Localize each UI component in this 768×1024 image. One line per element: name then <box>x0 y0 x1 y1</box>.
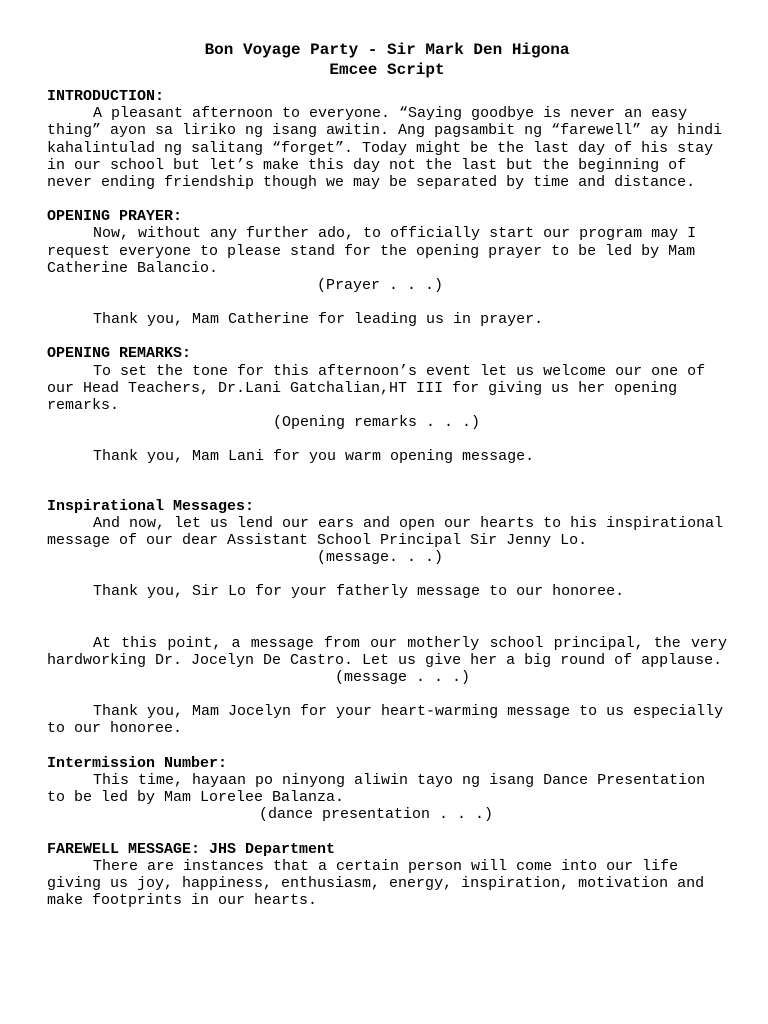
section-introduction <box>47 88 727 191</box>
document-title <box>47 40 727 80</box>
prayer-paragraph: Now, without any further ado, to officially start our program may I request everyone to please stand for the opening prayer to be led by Mam Catherine Balancio. <box>47 225 697 277</box>
intermission-cue: (dance presentation . . .) <box>259 806 494 824</box>
principal-thanks: Thank you, Mam Jocelyn for your heart-warming message to us especially to our honoree. <box>47 703 724 738</box>
inspirational-paragraph: And now, let us lend our ears and open our hearts to his inspirational message of our dear Assistant School Principal Sir Jenny Lo. <box>47 514 724 550</box>
remarks-thanks: Thank you, Mam Lani for you warm opening message. <box>93 448 535 466</box>
heading-inspirational-messages: Inspirational Messages: <box>47 497 255 515</box>
farewell-paragraph: There are instances that a certain person will come into our life giving us joy, happiness, enthusiasm, energy, inspiration, motivation and make footprints in our hearts. <box>47 857 705 910</box>
principal-paragraph: At this point, a message from our motherly school principal, the very hardworking Dr. Jocelyn De Castro. Let us give her a big round of applause. <box>47 634 727 669</box>
principal-cue: (message . . .) <box>335 669 471 687</box>
section-intermission <box>47 755 727 824</box>
heading-farewell-message: FAREWELL MESSAGE: JHS Department <box>47 840 336 858</box>
section-opening-remarks <box>47 345 727 465</box>
prayer-cue: (Prayer . . .) <box>317 277 444 295</box>
title-line-2: Emcee Script <box>329 61 445 79</box>
intro-paragraph: A pleasant afternoon to everyone. “Saying goodbye is never an easy thing” ayon sa liriko ng isang awitin. Ang pagsambit ng “farewell” ay hindi kahalintulad ng salitang “forget”. Today might be the last day of his stay in our school but let’s make this day not the last but the beginning of never ending friendship though we may be separated by time and distance. <box>47 105 723 192</box>
section-farewell-message <box>47 841 727 910</box>
section-inspirational-messages <box>47 498 727 738</box>
heading-intermission: Intermission Number: <box>47 754 228 772</box>
heading-opening-remarks: OPENING REMARKS: <box>47 345 192 363</box>
remarks-cue: (Opening remarks . . .) <box>273 414 481 432</box>
remarks-paragraph: To set the tone for this afternoon’s event let us welcome our one of our Head Teachers, Dr.Lani Gatchalian,HT III for giving us her opening remarks. <box>47 362 706 415</box>
heading-introduction: INTRODUCTION: <box>47 88 165 105</box>
inspirational-cue: (message. . .) <box>317 549 444 567</box>
document-page <box>47 40 727 909</box>
intermission-paragraph: This time, hayaan po ninyong aliwin tayo ng isang Dance Presentation to be led by Mam Lorelee Balanza. <box>47 771 706 807</box>
inspirational-thanks: Thank you, Sir Lo for your fatherly message to our honoree. <box>93 583 625 601</box>
heading-opening-prayer: OPENING PRAYER: <box>47 208 183 226</box>
section-opening-prayer <box>47 208 727 328</box>
prayer-thanks: Thank you, Mam Catherine for leading us in prayer. <box>93 311 544 329</box>
title-line-1: Bon Voyage Party - Sir Mark Den Higona <box>204 41 570 59</box>
